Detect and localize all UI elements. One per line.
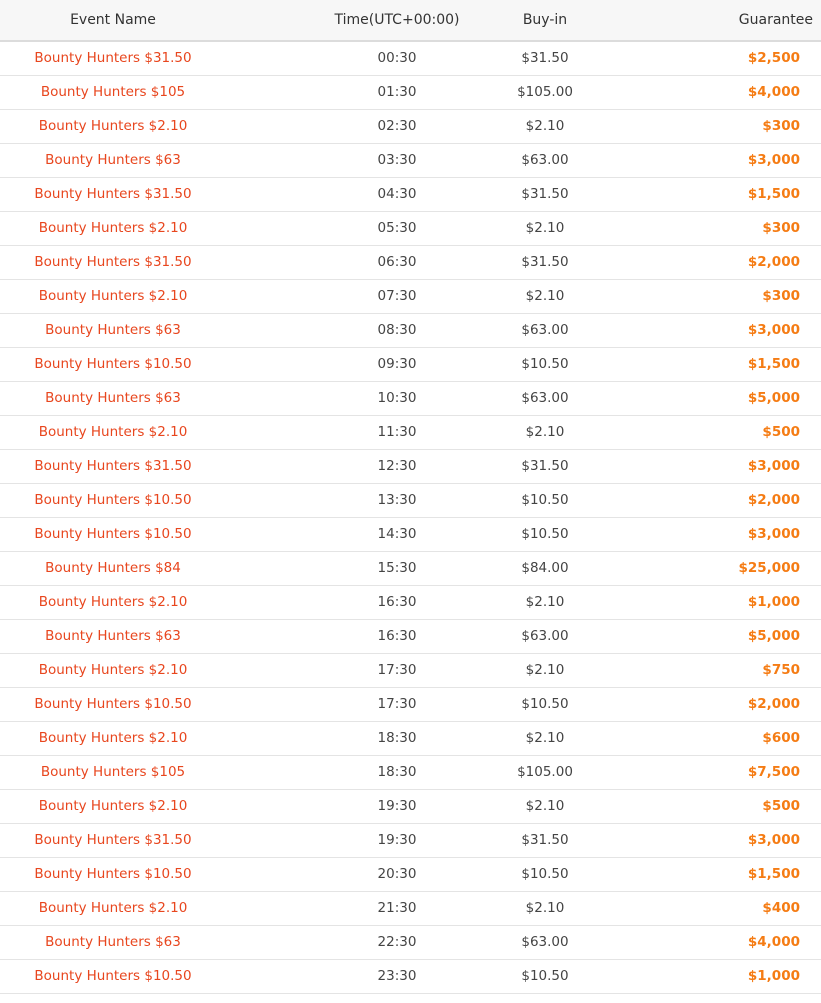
start-time: 07:30 [226,279,482,313]
table-row[interactable] [0,823,821,857]
table-row[interactable] [0,483,821,517]
guarantee-amount: $1,000 [608,959,821,993]
guarantee-amount: $300 [608,279,821,313]
guarantee-amount: $300 [608,109,821,143]
start-time: 01:30 [226,75,482,109]
guarantee-amount: $500 [608,415,821,449]
event-name-link[interactable]: Bounty Hunters $2.10 [0,653,226,687]
event-name-link[interactable]: Bounty Hunters $10.50 [0,483,226,517]
start-time: 17:30 [226,687,482,721]
table-row[interactable] [0,891,821,925]
start-time: 15:30 [226,551,482,585]
event-name-link[interactable]: Bounty Hunters $2.10 [0,109,226,143]
column-header-guarantee: Guarantee [608,0,821,41]
buy-in-amount: $31.50 [482,823,608,857]
guarantee-amount: $1,000 [608,585,821,619]
column-header-buy-in: Buy-in [482,0,608,41]
start-time: 13:30 [226,483,482,517]
event-name-link[interactable]: Bounty Hunters $63 [0,925,226,959]
table-row[interactable] [0,313,821,347]
buy-in-amount: $10.50 [482,483,608,517]
event-name-link[interactable]: Bounty Hunters $105 [0,75,226,109]
buy-in-amount: $10.50 [482,347,608,381]
guarantee-amount: $750 [608,653,821,687]
buy-in-amount: $63.00 [482,143,608,177]
buy-in-amount: $2.10 [482,721,608,755]
event-name-link[interactable]: Bounty Hunters $2.10 [0,585,226,619]
guarantee-amount: $3,000 [608,823,821,857]
guarantee-amount: $500 [608,789,821,823]
start-time: 00:30 [226,41,482,75]
buy-in-amount: $10.50 [482,959,608,993]
guarantee-amount: $5,000 [608,381,821,415]
table-row[interactable] [0,789,821,823]
buy-in-amount: $2.10 [482,789,608,823]
start-time: 20:30 [226,857,482,891]
buy-in-amount: $2.10 [482,211,608,245]
table-row[interactable] [0,347,821,381]
start-time: 23:30 [226,959,482,993]
table-row[interactable] [0,143,821,177]
event-name-link[interactable]: Bounty Hunters $63 [0,313,226,347]
buy-in-amount: $2.10 [482,279,608,313]
event-name-link[interactable]: Bounty Hunters $10.50 [0,517,226,551]
start-time: 18:30 [226,721,482,755]
event-name-link[interactable]: Bounty Hunters $63 [0,619,226,653]
table-row[interactable] [0,653,821,687]
start-time: 02:30 [226,109,482,143]
buy-in-amount: $84.00 [482,551,608,585]
table-row[interactable] [0,177,821,211]
table-row[interactable] [0,109,821,143]
buy-in-amount: $31.50 [482,41,608,75]
start-time: 18:30 [226,755,482,789]
column-header-time: Time(UTC+00:00) [226,0,482,41]
guarantee-amount: $25,000 [608,551,821,585]
buy-in-amount: $31.50 [482,245,608,279]
event-name-link[interactable]: Bounty Hunters $10.50 [0,857,226,891]
guarantee-amount: $2,000 [608,245,821,279]
start-time: 19:30 [226,823,482,857]
event-name-link[interactable]: Bounty Hunters $31.50 [0,41,226,75]
buy-in-amount: $2.10 [482,415,608,449]
buy-in-amount: $63.00 [482,381,608,415]
guarantee-amount: $400 [608,891,821,925]
event-name-link[interactable]: Bounty Hunters $2.10 [0,415,226,449]
table-row[interactable] [0,41,821,75]
event-name-link[interactable]: Bounty Hunters $10.50 [0,687,226,721]
event-name-link[interactable]: Bounty Hunters $10.50 [0,959,226,993]
start-time: 17:30 [226,653,482,687]
buy-in-amount: $2.10 [482,109,608,143]
buy-in-amount: $31.50 [482,177,608,211]
start-time: 04:30 [226,177,482,211]
event-name-link[interactable]: Bounty Hunters $2.10 [0,891,226,925]
buy-in-amount: $63.00 [482,925,608,959]
guarantee-amount: $300 [608,211,821,245]
guarantee-amount: $600 [608,721,821,755]
table-row[interactable] [0,755,821,789]
buy-in-amount: $10.50 [482,687,608,721]
table-header [0,0,821,41]
start-time: 11:30 [226,415,482,449]
start-time: 14:30 [226,517,482,551]
guarantee-amount: $5,000 [608,619,821,653]
buy-in-amount: $2.10 [482,891,608,925]
guarantee-amount: $1,500 [608,177,821,211]
guarantee-amount: $3,000 [608,449,821,483]
buy-in-amount: $10.50 [482,857,608,891]
buy-in-amount: $105.00 [482,755,608,789]
start-time: 03:30 [226,143,482,177]
guarantee-amount: $2,000 [608,687,821,721]
table-row[interactable] [0,75,821,109]
event-name-link[interactable]: Bounty Hunters $63 [0,381,226,415]
table-row[interactable] [0,959,821,993]
buy-in-amount: $2.10 [482,653,608,687]
start-time: 09:30 [226,347,482,381]
start-time: 12:30 [226,449,482,483]
start-time: 06:30 [226,245,482,279]
start-time: 19:30 [226,789,482,823]
event-name-link[interactable]: Bounty Hunters $31.50 [0,823,226,857]
guarantee-amount: $1,500 [608,347,821,381]
table-row[interactable] [0,585,821,619]
guarantee-amount: $7,500 [608,755,821,789]
start-time: 08:30 [226,313,482,347]
column-header-event-name: Event Name [0,0,226,41]
header-row [0,0,821,41]
guarantee-amount: $4,000 [608,75,821,109]
table-row[interactable] [0,279,821,313]
event-name-link[interactable]: Bounty Hunters $2.10 [0,279,226,313]
event-name-link[interactable]: Bounty Hunters $105 [0,755,226,789]
buy-in-amount: $31.50 [482,449,608,483]
table-row[interactable] [0,449,821,483]
table-row[interactable] [0,517,821,551]
guarantee-amount: $3,000 [608,313,821,347]
event-name-link[interactable]: Bounty Hunters $84 [0,551,226,585]
guarantee-amount: $2,500 [608,41,821,75]
table-row[interactable] [0,551,821,585]
event-name-link[interactable]: Bounty Hunters $63 [0,143,226,177]
guarantee-amount: $2,000 [608,483,821,517]
start-time: 16:30 [226,619,482,653]
buy-in-amount: $10.50 [482,517,608,551]
guarantee-amount: $4,000 [608,925,821,959]
event-name-link[interactable]: Bounty Hunters $2.10 [0,721,226,755]
event-name-link[interactable]: Bounty Hunters $31.50 [0,177,226,211]
guarantee-amount: $1,500 [608,857,821,891]
table-row[interactable] [0,687,821,721]
start-time: 16:30 [226,585,482,619]
table-row[interactable] [0,415,821,449]
buy-in-amount: $63.00 [482,313,608,347]
event-name-link[interactable]: Bounty Hunters $31.50 [0,449,226,483]
event-name-link[interactable]: Bounty Hunters $2.10 [0,211,226,245]
guarantee-amount: $3,000 [608,517,821,551]
table-row[interactable] [0,381,821,415]
table-row[interactable] [0,619,821,653]
start-time: 10:30 [226,381,482,415]
table-row[interactable] [0,925,821,959]
table-row[interactable] [0,245,821,279]
start-time: 22:30 [226,925,482,959]
table-body [0,41,821,993]
table-row[interactable] [0,857,821,891]
guarantee-amount: $3,000 [608,143,821,177]
table-row[interactable] [0,721,821,755]
event-name-link[interactable]: Bounty Hunters $2.10 [0,789,226,823]
buy-in-amount: $2.10 [482,585,608,619]
table-row[interactable] [0,211,821,245]
event-name-link[interactable]: Bounty Hunters $10.50 [0,347,226,381]
buy-in-amount: $105.00 [482,75,608,109]
buy-in-amount: $63.00 [482,619,608,653]
event-name-link[interactable]: Bounty Hunters $31.50 [0,245,226,279]
start-time: 21:30 [226,891,482,925]
start-time: 05:30 [226,211,482,245]
